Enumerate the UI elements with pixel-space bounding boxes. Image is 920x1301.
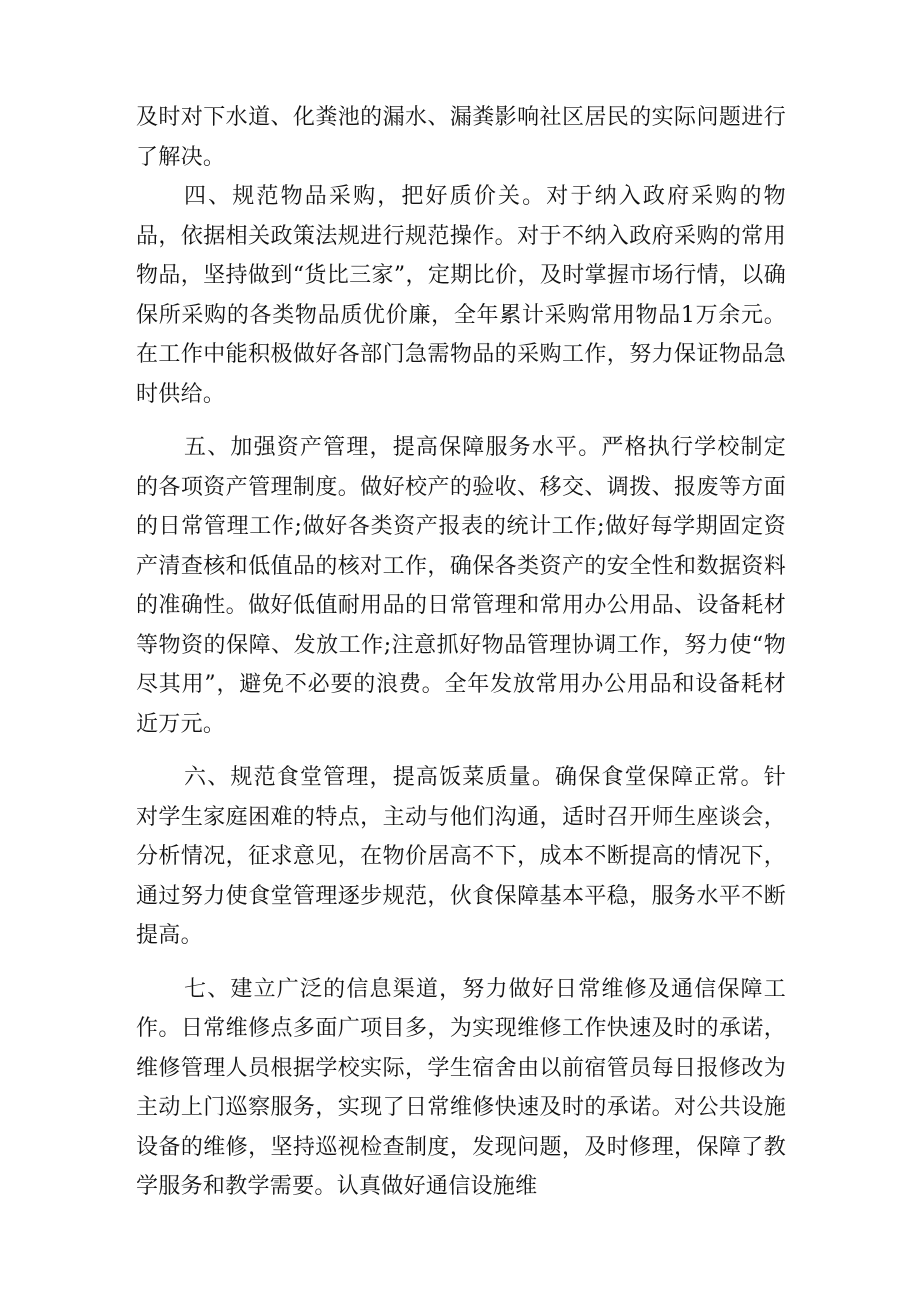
paragraph-continuation: 及时对下水道、化粪池的漏水、漏粪影响社区居民的实际问题进行了解决。 — [136, 105, 786, 170]
paragraph-procurement: 四、规范物品采购，把好质价关。对于纳入政府采购的物品，依据相关政策法规进行规范操作。对于不纳入政府采购的常用物品，坚持做到“货比三家”，定期比价，及时掌握市场行情，以确保所采购的各类物品质优价廉，全年累计采购常用物品1万余元。在工作中能积极做好各部门急需物品的采购工作，努力保证物品急时供给。 — [136, 184, 786, 407]
paragraph-asset-management: 五、加强资产管理，提高保障服务水平。严格执行学校制定的各项资产管理制度。做好校产的验收、移交、调拨、报废等方面的日常管理工作;做好各类资产报表的统计工作;做好每学期固定资产清查核和低值品的核对工作，确保各类资产的安全性和数据资料的准确性。做好低值耐用品的日常管理和常用办公用品、设备耗材等物资的保障、发放工作;注意抓好物品管理协调工作，努力使“物尽其用”，避免不必要的浪费。全年发放常用办公用品和设备耗材近万元。 — [136, 435, 786, 737]
paragraph-canteen-management: 六、规范食堂管理，提高饭菜质量。确保食堂保障正常。针对学生家庭困难的特点，主动与他们沟通，适时召开师生座谈会，分析情况，征求意见，在物价居高不下，成本不断提高的情况下，通过努力使食堂管理逐步规范，伙食保障基本平稳，服务水平不断提高。 — [136, 765, 786, 948]
document-body — [136, 98, 786, 1207]
paragraph-maintenance: 七、建立广泛的信息渠道，努力做好日常维修及通信保障工作。日常维修点多面广项目多，为实现维修工作快速及时的承诺，维修管理人员根据学校实际，学生宿舍由以前宿管员每日报修改为主动上门巡察服务，实现了日常维修快速及时的承诺。对公共设施设备的维修，坚持巡视检查制度，发现问题，及时修理，保障了教学服务和教学需要。认真做好通信设施维 — [136, 976, 786, 1199]
